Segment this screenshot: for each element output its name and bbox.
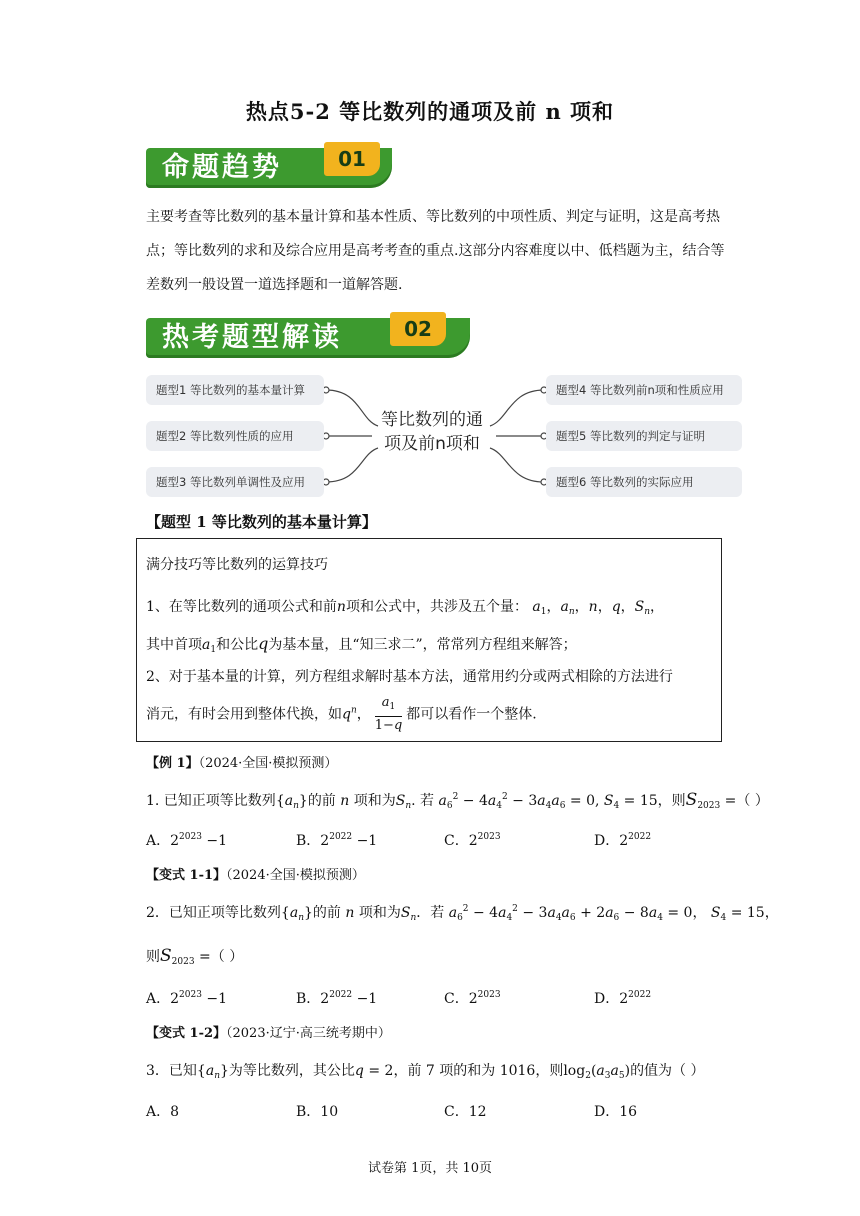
tips-line-4-a: 消元，有时会用到整体代换，如: [146, 706, 342, 723]
variant-1-2-heading: [146, 1022, 391, 1041]
example-1-option-a-label: A．: [146, 833, 171, 849]
variant-1-1-option-c: C．$2^{2023}$: [444, 990, 501, 1007]
example-1-q-e: ，则: [657, 793, 686, 809]
fraction-a1-over-1-minus-q: $\frac{a_1}{1-q}$: [374, 695, 403, 733]
variant-1-2-option-b: B．10: [296, 1104, 339, 1120]
mindmap-type-2: 题型2 等比数列性质的应用: [146, 421, 324, 451]
example-1-source: （2024·全国·模拟预测）: [198, 756, 338, 771]
example-1-option-c: C．$2^{2023}$: [444, 832, 501, 849]
variant-1-1-option-b-label: B．: [296, 991, 321, 1007]
mindmap-type-3: 题型3 等比数列单调性及应用: [146, 467, 324, 497]
tips-line-1: 1、在等比数列的通项公式和前n项和公式中，共涉及五个量： $a_1$，$a_n$，n，q，$S_n$，: [146, 599, 665, 617]
variant-1-1-question: 2．已知正项等比数列$\{a_n\}$的前 n 项和为$S_n$．若 $a_6^2 - 4a_4^2 - 3a_4a_6 + 2a_6 - 8a_4 = 0$， $S_4 = 15$，: [146, 904, 779, 923]
tips-line-4: 消元，有时会用到整体代换，如$q^n$， $\frac{a_1}{1-q}$ 都可以看作一个整体.: [146, 695, 537, 733]
tips-line-3: 2、对于基本量的计算，列方程组求解时基本方法，通常用约分或两式相除的方法进行: [146, 669, 673, 685]
example-1-q-d: . 若: [411, 793, 435, 809]
mindmap-type-5: 题型5 等比数列的判定与证明: [546, 421, 742, 451]
page-title: 热点5-2 等比数列的通项及前 n 项和: [245, 99, 615, 124]
variant-1-2-question: 3．已知$\{a_n\}$为等比数列，其公比q = 2，前 7 项的和为 1016，则$\log_2(a_3a_5)$的值为（ ）: [146, 1063, 705, 1081]
example-1-tag: 【例 1】: [146, 756, 199, 771]
variant-1-1-q-e: ，: [692, 905, 707, 921]
variant-1-2-option-d: D．16: [594, 1104, 638, 1120]
example-1-option-d: D．$2^{2022}$: [594, 832, 652, 849]
variant-1-2-q-b: 为等比数列，其公比: [228, 1063, 355, 1079]
variant-1-1-q-a: 2．已知正项等比数列: [146, 905, 281, 921]
banner-trend: [146, 142, 404, 188]
variant-1-1-tag: 【变式 1-1】: [146, 868, 227, 883]
example-1-option-d-label: D．: [594, 833, 620, 849]
variant-1-1-option-a: A．$2^{2023} -1$: [146, 990, 228, 1007]
variant-1-1-option-c-label: C．: [444, 991, 469, 1007]
banner-hot-types-number: 02: [390, 312, 446, 346]
variant-1-2-source: （2023·辽宁·高三统考期中）: [226, 1026, 391, 1041]
tips-title: 满分技巧等比数列的运算技巧: [146, 557, 328, 573]
variant-1-1-option-d-label: D．: [594, 991, 620, 1007]
example-1-heading: [146, 752, 337, 771]
variant-1-2-tag: 【变式 1-2】: [146, 1026, 227, 1041]
variant-1-1-heading: [146, 864, 365, 883]
variant-1-1-q-c: 项和为: [358, 905, 401, 921]
mindmap-type-1: 题型1 等比数列的基本量计算: [146, 375, 324, 405]
mindmap-type-4: 题型4 等比数列前n项和性质应用: [546, 375, 742, 405]
example-1-question: 1. 已知正项等比数列$\{a_n\}$的前 n 项和为$S_n$. 若 $a_6^2 - 4a_4^2 - 3a_4a_6 = 0$, $S_4 = 15$，则$S_{2023}$ =（ ）: [146, 790, 769, 811]
tips-line-1-a: 1、在等比数列的通项公式和前: [146, 599, 337, 615]
example-1-option-a: A．$2^{2023} -1$: [146, 832, 228, 849]
mindmap-center: [372, 408, 492, 456]
variant-1-2-q-c: 2，前 7 项的和为 1016，则: [384, 1063, 564, 1079]
example-1-q-c: 项和为: [353, 793, 396, 809]
variant-1-1-source: （2024·全国·模拟预测）: [226, 868, 365, 883]
banner-trend-label: 命题趋势: [146, 148, 392, 188]
variant-1-2-q-a: 3．已知: [146, 1063, 197, 1079]
variant-1-2-q-d: 的值为（ ）: [630, 1063, 705, 1079]
example-1-option-b: B．$2^{2022} -1$: [296, 832, 378, 849]
variant-1-1-q-b: 的前: [312, 905, 341, 921]
variant-1-1-option-b: B．$2^{2022} -1$: [296, 990, 378, 1007]
variant-1-1-question-cont: 则$S_{2023}$ =（ ）: [146, 946, 244, 967]
trend-paragraph: 主要考查等比数列的基本量计算和基本性质、等比数列的中项性质、判定与证明，这是高考热点；等比数列的求和及综合应用是高考考查的重点.这部分内容难度以中、低档题为主，结合等差数列一般设置一道选择题和一道解答题.: [146, 209, 725, 293]
variant-1-1-q-f: ，: [764, 905, 779, 921]
tips-line-2-c: 为基本量，且“知三求二”，常常列方程组来解答；: [268, 637, 577, 653]
section-heading: 【题型 1 等比数列的基本量计算】: [146, 513, 377, 531]
tips-line-2: 其中首项$a_1$和公比q为基本量，且“知三求二”，常常列方程组来解答；: [146, 634, 577, 655]
tips-line-2-b: 和公比: [216, 637, 259, 653]
example-1-q-a: 1. 已知正项等比数列: [146, 793, 276, 809]
example-1-q-f: （ ）: [736, 793, 769, 809]
example-1-option-c-label: C．: [444, 833, 469, 849]
banner-hot-types: [146, 312, 476, 358]
variant-1-1-q2-b: （ ）: [210, 949, 244, 965]
variant-1-1-option-a-label: A．: [146, 991, 171, 1007]
mindmap-center-line1: 等比数列的通: [381, 410, 483, 430]
mindmap-type-6: 题型6 等比数列的实际应用: [546, 467, 742, 497]
tips-line-2-a: 其中首项: [146, 637, 202, 653]
variant-1-1-option-d: D．$2^{2022}$: [594, 990, 652, 1007]
page-footer: 试卷第 1页，共 10页: [367, 1161, 493, 1176]
variant-1-2-option-c: C．12: [444, 1104, 487, 1120]
mindmap-center-line2: 项及前n项和: [384, 434, 480, 454]
tips-line-1-b: 项和公式中，共涉及五个量：: [345, 599, 528, 615]
example-1-q-b: 的前: [307, 793, 336, 809]
variant-1-1-q-d: ．若: [416, 905, 445, 921]
tips-line-4-b: 都可以看作一个整体.: [406, 706, 537, 723]
banner-trend-number: 01: [324, 142, 380, 176]
variant-1-1-q2-a: 则: [146, 949, 160, 965]
banner-hot-types-label: 热考题型解读: [146, 318, 470, 358]
example-1-option-b-label: B．: [296, 833, 321, 849]
variant-1-2-option-a: A．8: [146, 1104, 180, 1120]
